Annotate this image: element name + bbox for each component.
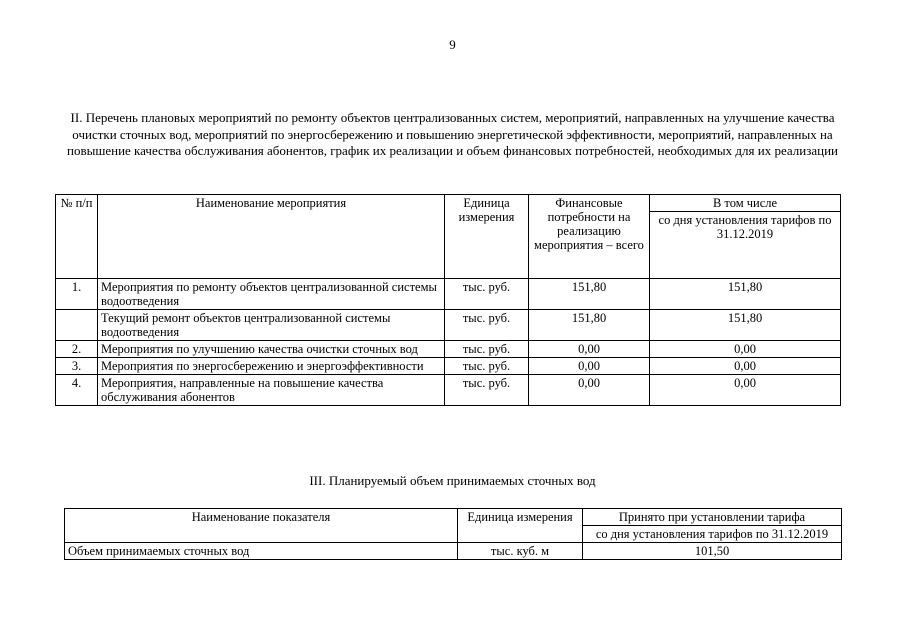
row-name: Объем принимаемых сточных вод	[65, 543, 458, 560]
row-sub: 151,80	[650, 310, 841, 341]
row-num: 3.	[56, 358, 98, 375]
row-unit: тыс. руб.	[445, 375, 529, 406]
row-total: 151,80	[529, 279, 650, 310]
row-name: Мероприятия по ремонту объектов централизованной системы водоотведения	[98, 279, 445, 310]
row-unit: тыс. руб.	[445, 358, 529, 375]
wastewater-volume-table	[64, 508, 842, 560]
row-total: 0,00	[529, 358, 650, 375]
row-sub: 0,00	[650, 341, 841, 358]
table-row	[56, 341, 841, 358]
table-row	[56, 310, 841, 341]
header-unit: Единица измерения	[458, 509, 583, 543]
row-sub: 0,00	[650, 375, 841, 406]
table-row	[56, 279, 841, 310]
table-header-row	[65, 509, 842, 526]
header-num: № п/п	[56, 195, 98, 279]
header-from-date: со дня установления тарифов по 31.12.2019	[650, 212, 841, 279]
row-unit: тыс. руб.	[445, 310, 529, 341]
row-num: 1.	[56, 279, 98, 310]
row-unit: тыс. руб.	[445, 341, 529, 358]
row-unit: тыс. куб. м	[458, 543, 583, 560]
table-row	[65, 543, 842, 560]
page-number: 9	[449, 37, 456, 52]
row-total: 151,80	[529, 310, 650, 341]
row-unit: тыс. руб.	[445, 279, 529, 310]
header-indicator-name: Наименование показателя	[65, 509, 458, 543]
plan-measures-table	[55, 194, 841, 406]
row-name: Мероприятия по улучшению качества очистки сточных вод	[98, 341, 445, 358]
row-num	[56, 310, 98, 341]
header-finance: Финансовые потребности на реализацию мероприятия – всего	[529, 195, 650, 279]
row-name: Мероприятия, направленные на повышение качества обслуживания абонентов	[98, 375, 445, 406]
row-value: 101,50	[583, 543, 842, 560]
row-total: 0,00	[529, 375, 650, 406]
row-name: Текущий ремонт объектов централизованной системы водоотведения	[98, 310, 445, 341]
header-unit: Единица измерения	[445, 195, 529, 279]
row-name: Мероприятия по энергосбережению и энергоэффективности	[98, 358, 445, 375]
header-from-date: со дня установления тарифов по 31.12.2019	[583, 526, 842, 543]
table-row	[56, 375, 841, 406]
header-name: Наименование мероприятия	[98, 195, 445, 279]
section-2-title: II. Перечень плановых мероприятий по ремонту объектов централизованных систем, мероприятий, направленных на улучшение качества очистки сточных вод, мероприятий по энергосбережению и повышению энергетической эффективности, мероприятий, направленных на повышение качества обслуживания абонентов, график их реализации и объем финансовых потребностей, необходимых для их реализации	[67, 110, 838, 158]
row-sub: 0,00	[650, 358, 841, 375]
row-total: 0,00	[529, 341, 650, 358]
table-row	[56, 358, 841, 375]
section-3-title: III. Планируемый объем принимаемых сточных вод	[309, 473, 596, 488]
header-accepted: Принято при установлении тарифа	[583, 509, 842, 526]
header-including: В том числе	[650, 195, 841, 212]
table-header-row	[56, 195, 841, 212]
row-num: 2.	[56, 341, 98, 358]
row-num: 4.	[56, 375, 98, 406]
row-sub: 151,80	[650, 279, 841, 310]
